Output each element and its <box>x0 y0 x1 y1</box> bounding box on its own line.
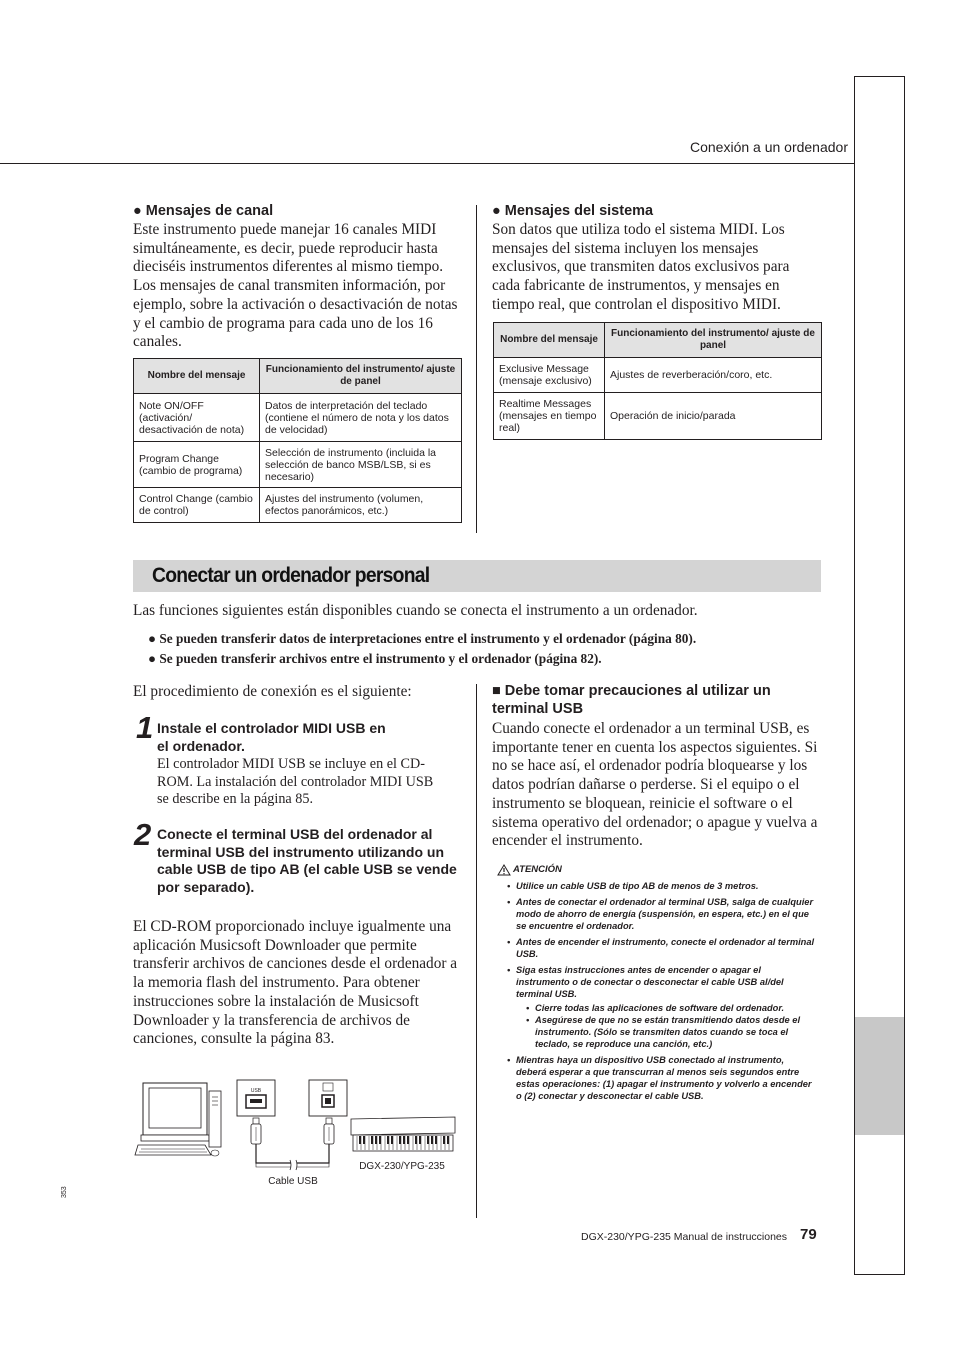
table-cell: Ajustes del instrumento (volumen, efectos panorámicos, etc.) <box>260 488 462 523</box>
table-cell: Operación de inicio/parada <box>605 393 822 440</box>
table-cell: Datos de interpretación del teclado (contiene el número de nota y los datos de velocidad) <box>260 394 462 442</box>
feature-bullet-text: Se pueden transferir datos de interpretaciones entre el instrumento y el ordenador (página 80). <box>159 631 697 646</box>
sistema-table-header-function: Funcionamiento del instrumento/ ajuste de panel <box>605 323 822 358</box>
caution-box <box>497 864 817 1106</box>
table-row <box>134 394 462 442</box>
step-number: 2 <box>134 817 152 852</box>
table-cell: Note ON/OFF (activación/ desactivación de nota) <box>134 394 260 442</box>
warning-triangle-icon <box>497 864 511 876</box>
cdrom-text: El CD-ROM proporcionado incluye igualmente una aplicación Musicsoft Downloader que permite transferir archivos de canciones desde el ordenador a la memoria flash del instrumento. Para obtener instrucciones sobre la instalación de Musicsoft Downloader y la transferencia de archivos de canciones, consulte la página 83. <box>133 918 458 1048</box>
step-body: El controlador MIDI USB se incluye en el CD-ROM. La instalación del controlador MIDI USB se describe en la página 85. <box>157 756 434 808</box>
usb-port-label: USB <box>250 1088 262 1094</box>
sistema-table-header-name: Nombre del mensaje <box>494 323 605 358</box>
feature-bullet <box>148 651 838 667</box>
table-row <box>494 358 822 393</box>
running-header: Conexión a un ordenador <box>689 139 848 155</box>
caution-subitem: • Asegúrese de que no se están transmitiendo datos desde el instrumento. (Sólo se transmiten datos cuando se toca el teclado, se reproduce una canción, etc.) <box>507 1014 817 1050</box>
sistema-text: Son datos que utiliza todo el sistema MIDI. Los mensajes del sistema incluyen los mensajes exclusivos, que transmiten datos exclusivos para cada fabricante de instrumentos, y mensajes en tiempo real, que controlan el dispositivo MIDI. <box>492 221 790 313</box>
computer-mouse-icon <box>211 1150 219 1156</box>
header-rule <box>0 163 855 164</box>
canal-heading: ● Mensajes de canal <box>133 203 274 219</box>
step-title: Instale el controlador MIDI USB en el ordenador. <box>157 720 386 754</box>
caution-item: • Mientras haya un dispositivo USB conectado al instrumento, deberá esperar a que transcurran al menos seis segundos entre estas operaciones: (1) apagar el instrumento y volverlo a encender o (2) conectar y desconectar el cable USB. <box>507 1054 817 1102</box>
feature-bullet <box>148 631 838 647</box>
column-divider-top <box>476 205 477 533</box>
table-cell: Realtime Messages (mensajes en tiempo real) <box>494 393 605 440</box>
usb-port-b-icon <box>309 1080 347 1116</box>
digital-keyboard-instrument-icon <box>351 1117 455 1151</box>
computer-keyboard-icon <box>135 1145 211 1155</box>
precautions-heading: ■ Debe tomar precauciones al utilizar un terminal USB <box>492 683 771 717</box>
caution-item: • Utilice un cable USB de tipo AB de menos de 3 metros. <box>507 880 817 892</box>
instrument-model-label: DGX-230/YPG-235 <box>359 1161 445 1172</box>
usb-b-plug-icon <box>324 1118 334 1144</box>
usb-port-a-icon <box>237 1080 275 1116</box>
table-cell: Exclusive Message (mensaje exclusivo) <box>494 358 605 393</box>
section-intro: Las funciones siguientes están disponibles cuando se conecta el instrumento a un ordenador. <box>133 602 698 619</box>
caution-item: • Antes de conectar el ordenador al terminal USB, salga de cualquier modo de ahorro de energía (suspensión, en espera, etc.) en el que se encuentre el ordenador. <box>507 896 817 932</box>
usb-cable-label: Cable USB <box>268 1176 318 1187</box>
precautions-text: Cuando conecte el ordenador a un terminal USB, es importante tener en cuenta los aspectos siguientes. Si no se hace así, el ordenador podría bloquearse y los datos podrían dañarse o perderse. Si el equipo o el instrumento se bloquean, reinicie el software o el sistema operativo del ordenador; o apague y vuelva a encender el instrumento. <box>492 720 818 850</box>
bullet-dot-icon: ● <box>148 651 157 666</box>
table-row <box>134 488 462 523</box>
canal-text: Este instrumento puede manejar 16 canales MIDI simultáneamente, es decir, puede reproducir hasta dieciséis instrumentos diferentes al mismo tiempo. Los mensajes de canal transmiten información, por ejemplo, sobre la activación o desactivación de notas y el cambio de programa para cada uno de los 16 canales. <box>133 221 458 351</box>
table-cell: Ajustes de reverberación/coro, etc. <box>605 358 822 393</box>
table-cell: Selección de instrumento (incluida la selección de banco MSB/LSB, si es necesario) <box>260 442 462 488</box>
caution-item: • Siga estas instrucciones antes de encender o apagar el instrumento o de conectar o desconectar el cable USB al/del terminal USB. <box>507 964 817 1000</box>
canal-table <box>133 358 462 523</box>
caution-label: ATENCIÓN <box>513 864 562 875</box>
print-code: 353 <box>61 1186 68 1198</box>
table-row <box>134 442 462 488</box>
bullet-dot-icon: ● <box>148 631 157 646</box>
sistema-table <box>493 322 822 440</box>
usb-a-plug-icon <box>251 1118 261 1144</box>
caution-subitem: • Cierre todas las aplicaciones de software del ordenador. <box>507 1002 817 1014</box>
computer-monitor-icon <box>141 1083 209 1141</box>
caution-header <box>497 864 817 876</box>
table-cell: Control Change (cambio de control) <box>134 488 260 523</box>
procedure-intro: El procedimiento de conexión es el siguiente: <box>133 683 412 700</box>
chapter-tab-marker <box>855 1017 904 1135</box>
usb-cable-icon <box>256 1144 329 1163</box>
feature-bullet-text: Se pueden transferir archivos entre el instrumento y el ordenador (página 82). <box>159 651 602 666</box>
footer-manual-title: DGX-230/YPG-235 Manual de instrucciones <box>581 1231 788 1243</box>
caution-item: • Antes de encender el instrumento, conecte el ordenador al terminal USB. <box>507 936 817 960</box>
computer-tower-icon <box>209 1091 221 1147</box>
section-title: Conectar un ordenador personal <box>152 564 430 587</box>
canal-table-header-name: Nombre del mensaje <box>134 359 260 394</box>
step-title: Conecte el terminal USB del ordenador al terminal USB del instrumento utilizando un cable USB de tipo AB (el cable USB se vende por separado). <box>157 826 457 895</box>
table-cell: Program Change (cambio de programa) <box>134 442 260 488</box>
page-number: 79 <box>800 1226 817 1243</box>
table-row <box>494 393 822 440</box>
step-number: 1 <box>136 710 154 745</box>
caution-list <box>497 880 817 1102</box>
usb-connection-diagram <box>133 1075 463 1190</box>
canal-table-header-function: Funcionamiento del instrumento/ ajuste de panel <box>260 359 462 394</box>
column-divider-bottom <box>476 684 477 1218</box>
sistema-heading: ● Mensajes del sistema <box>492 203 654 219</box>
